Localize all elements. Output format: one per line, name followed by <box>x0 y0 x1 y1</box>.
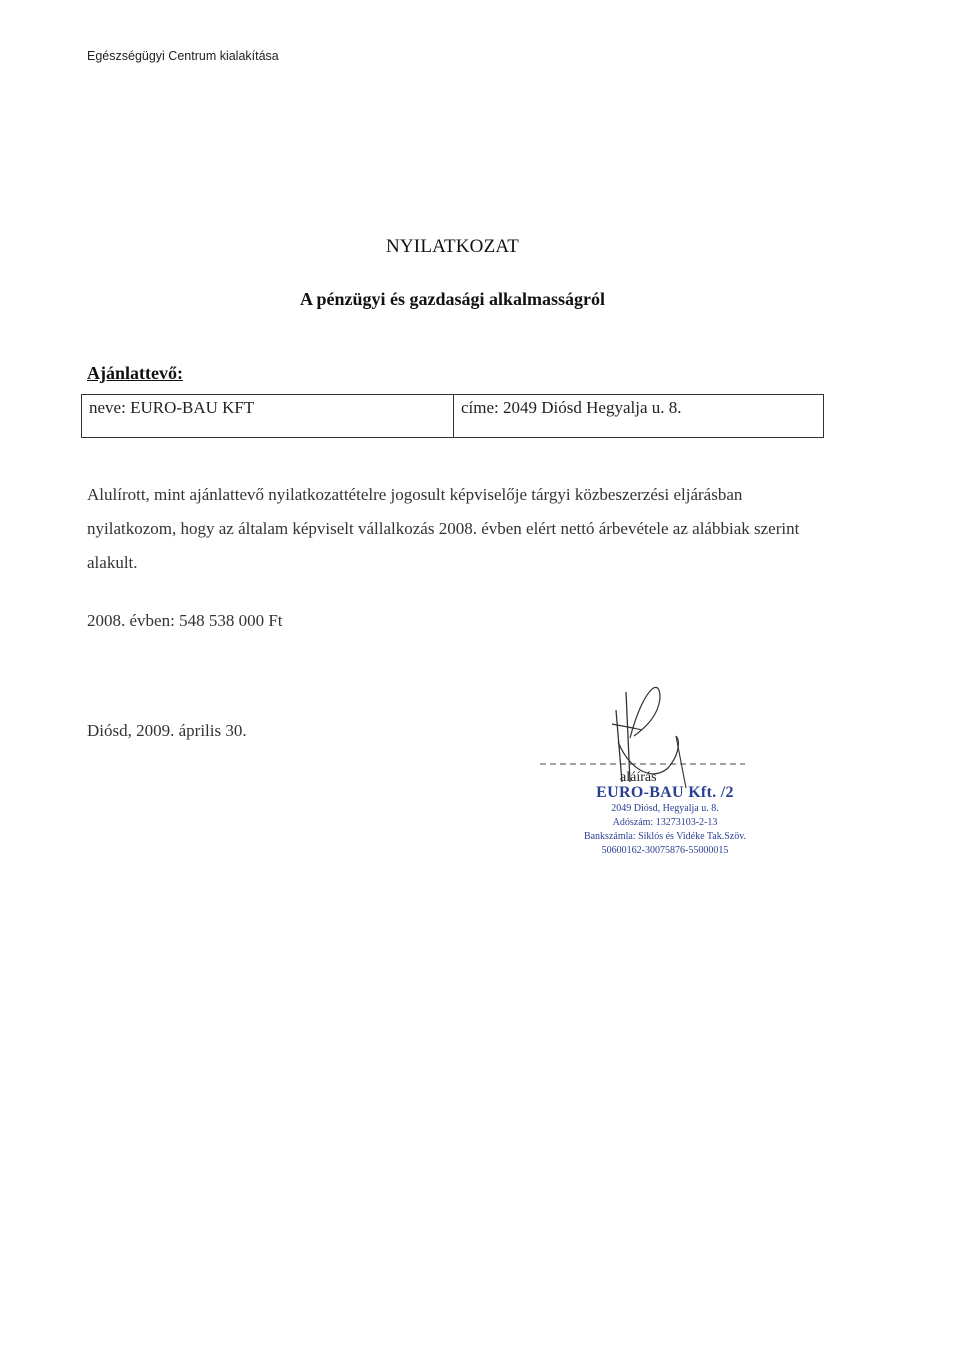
running-header: Egészségügyi Centrum kialakítása <box>87 49 279 63</box>
stamp-address: 2049 Diósd, Hegyalja u. 8. <box>611 803 719 814</box>
company-stamp <box>560 784 770 858</box>
stamp-company-name: EURO-BAU Kft. /2 <box>596 784 734 801</box>
signature-stroke <box>630 687 660 738</box>
bidder-label: Ajánlattevő: <box>87 363 183 383</box>
bidder-table <box>81 394 824 438</box>
signature-stroke <box>618 736 678 774</box>
document-title: NYILATKOZAT <box>385 236 520 257</box>
bidder-address-cell: címe: 2049 Diósd Hegyalja u. 8. <box>461 398 682 417</box>
place-date: Diósd, 2009. április 30. <box>87 721 247 740</box>
signature-block <box>530 670 770 870</box>
signature-stroke <box>626 692 630 782</box>
stamp-account: 50600162-30075876-55000015 <box>601 845 729 856</box>
signature-stroke <box>676 736 686 788</box>
signature-label: aláírás <box>620 770 657 785</box>
bidder-name-cell: neve: EURO-BAU KFT <box>82 395 454 437</box>
stamp-tax-number: Adószám: 13273103-2-13 <box>612 817 718 828</box>
document-subtitle: A pénzügyi és gazdasági alkalmasságról <box>299 289 606 309</box>
revenue-line: 2008. évben: 548 538 000 Ft <box>87 611 283 630</box>
stamp-bank: Bankszámla: Siklós és Vidéke Tak.Szöv. <box>583 831 747 842</box>
statement-paragraph: Alulírott, mint ajánlattevő nyilatkozattételre jogosult képviselője tárgyi közbeszerzési eljárásban nyilatkozom, hogy az általam képviselt vállalkozás 2008. évben elért nettó árbevétele az alábbiak szerint alakult. <box>87 485 800 572</box>
